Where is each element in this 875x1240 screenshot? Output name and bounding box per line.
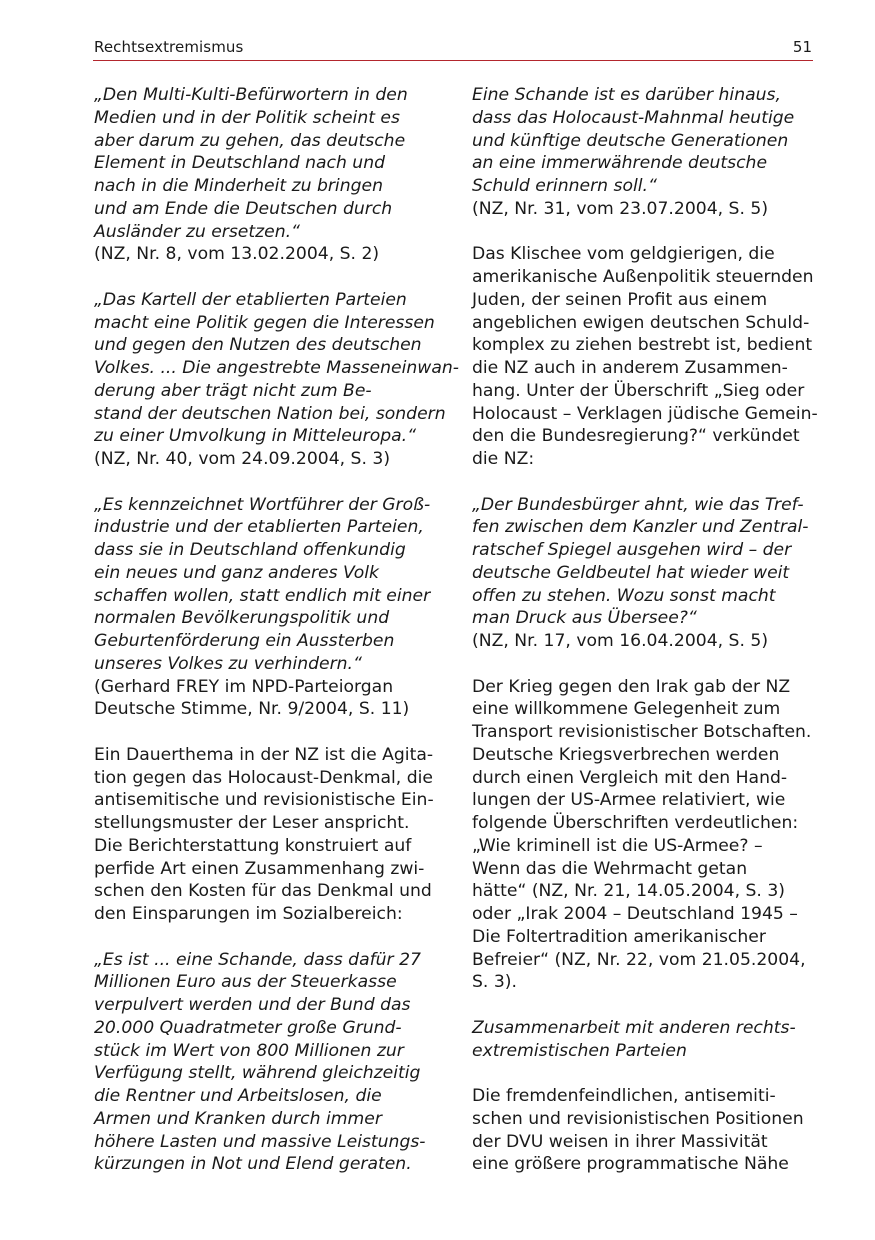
text-line: unseres Volkes zu verhindern.“: [94, 653, 362, 674]
text-line: durch einen Vergleich mit den Hand-: [472, 767, 788, 788]
text-line: folgende Überschriften verdeutlichen:: [472, 813, 799, 833]
citation-line: Deutsche Stimme, Nr. 9/2004, S. 11): [94, 699, 410, 720]
text-line: antisemitische und revisionistische Ein-: [94, 790, 434, 811]
text-line: Die Berichterstattung konstruiert auf: [94, 835, 412, 856]
text-line: dass sie in Deutschland offenkundig: [94, 540, 406, 560]
citation-line: (Gerhard FREY im NPD-Parteiorgan: [94, 676, 394, 697]
text-line: höhere Lasten und massive Leistungs-: [94, 1131, 426, 1152]
text-line: an eine immerwährende deutsche: [472, 153, 768, 174]
text-line: Wenn das die Wehrmacht getan: [472, 858, 748, 879]
text-line: eine größere programmatische Nähe: [472, 1154, 789, 1175]
text-line: „Es ist ... eine Schande, dass dafür 27: [94, 949, 421, 970]
text-line: „Es kennzeichnet Wortführer der Groß-: [94, 494, 431, 515]
quote-paragraph: [472, 494, 822, 653]
text-line: perfide Art einen Zusammenhang zwi-: [94, 858, 425, 879]
body-paragraph: [94, 744, 444, 926]
body-paragraph: [472, 676, 822, 995]
left-column: [94, 84, 459, 1199]
text-line: Befreier“ (NZ, Nr. 22, vom 21.05.2004,: [472, 949, 806, 970]
text-line: Die fremdenfeindlichen, antisemiti-: [472, 1086, 776, 1106]
text-line: Holocaust – Verklagen jüdische Gemein-: [472, 403, 818, 424]
text-line: und am Ende die Deutschen durch: [94, 198, 393, 219]
text-line: die NZ auch in anderem Zusammen-: [472, 358, 788, 378]
body-paragraph: [472, 1085, 822, 1176]
citation-line: (NZ, Nr. 17, vom 16.04.2004, S. 5): [472, 631, 769, 651]
text-line: „Der Bundesbürger ahnt, wie das Tref-: [472, 494, 804, 515]
text-line: stellungsmuster der Leser anspricht.: [94, 813, 410, 833]
text-line: den Einsparungen im Sozialbereich:: [94, 904, 403, 924]
text-line: eine willkommene Gelegenheit zum: [472, 699, 781, 720]
text-line: zu einer Umvolkung in Mitteleuropa.“: [94, 426, 417, 447]
citation-line: (NZ, Nr. 40, vom 24.09.2004, S. 3): [94, 449, 391, 469]
text-line: die Rentner und Arbeitslosen, die: [94, 1086, 382, 1106]
text-line: hätte“ (NZ, Nr. 21, 14.05.2004, S. 3): [472, 881, 785, 902]
text-line: ein neues und ganz anderes Volk: [94, 562, 380, 583]
text-line: kürzungen in Not und Elend geraten.: [94, 1154, 412, 1175]
text-line: schen und revisionistischen Positionen: [472, 1108, 804, 1129]
right-column: [472, 84, 822, 1199]
text-line: Medien und in der Politik scheint es: [94, 107, 400, 128]
text-line: deutsche Geldbeutel hat wieder weit: [472, 562, 790, 583]
text-line: offen zu stehen. Wozu sonst macht: [472, 585, 776, 606]
text-line: fen zwischen dem Kanzler und Zentral-: [472, 517, 809, 538]
text-line: „Wie kriminell ist die US-Armee? –: [472, 835, 763, 856]
text-line: „Den Multi-Kulti-Befürwortern in den: [94, 85, 408, 105]
text-line: Zusammenarbeit mit anderen rechts-: [472, 1017, 796, 1038]
text-line: normalen Bevölkerungspolitik und: [94, 608, 390, 629]
quote-paragraph: [94, 84, 444, 266]
text-line: Der Krieg gegen den Irak gab der NZ: [472, 676, 791, 697]
text-line: Armen und Kranken durch immer: [94, 1108, 382, 1129]
text-line: komplex zu ziehen bestrebt ist, bedient: [472, 335, 813, 356]
quote-paragraph: [94, 949, 444, 1177]
text-line: verpulvert werden und der Bund das: [94, 995, 411, 1015]
body-paragraph: [472, 243, 822, 471]
text-line: tion gegen das Holocaust-Denkmal, die: [94, 767, 433, 788]
text-line: schaffen wollen, statt endlich mit einer: [94, 585, 431, 606]
text-line: man Druck aus Übersee?“: [472, 608, 697, 629]
text-line: und künftige deutsche Generationen: [472, 130, 789, 151]
text-line: oder „Irak 2004 – Deutschland 1945 –: [472, 904, 798, 924]
text-line: 20.000 Quadratmeter große Grund-: [94, 1017, 402, 1038]
text-line: hang. Unter der Überschrift „Sieg oder: [472, 380, 805, 401]
text-line: S. 3).: [472, 972, 517, 993]
text-line: Die Foltertradition amerikanischer: [472, 926, 766, 947]
text-line: aber darum zu gehen, das deutsche: [94, 130, 406, 151]
text-line: Deutsche Kriegsverbrechen werden: [472, 744, 780, 765]
text-line: Ausländer zu ersetzen.“: [94, 221, 300, 242]
text-line: lungen der US-Armee relativiert, wie: [472, 790, 786, 811]
text-line: extremistischen Parteien: [472, 1040, 687, 1061]
text-line: stück im Wert von 800 Millionen zur: [94, 1040, 404, 1061]
running-title: Rechtsextremismus: [94, 38, 244, 56]
quote-paragraph: [94, 494, 444, 722]
text-line: derung aber trägt nicht zum Be-: [94, 380, 372, 401]
section-heading: [472, 1017, 822, 1063]
text-line: „Das Kartell der etablierten Parteien: [94, 289, 407, 310]
text-line: Schuld erinnern soll.“: [472, 176, 657, 196]
text-line: Millionen Euro aus der Steuerkasse: [94, 972, 397, 993]
text-line: amerikanische Außenpolitik steuernden: [472, 267, 814, 287]
text-line: Juden, der seinen Profit aus einem: [472, 289, 768, 310]
text-line: ratschef Spiegel ausgehen wird – der: [472, 540, 792, 560]
text-line: Eine Schande ist es darüber hinaus,: [472, 85, 781, 105]
text-line: angeblichen ewigen deutschen Schuld-: [472, 312, 810, 333]
text-line: Transport revisionistischer Botschaften.: [472, 722, 812, 742]
citation-line: (NZ, Nr. 8, vom 13.02.2004, S. 2): [94, 244, 380, 265]
text-line: Das Klischee vom geldgierigen, die: [472, 244, 775, 265]
text-line: stand der deutschen Nation bei, sondern: [94, 403, 446, 424]
page-number: 51: [792, 38, 812, 56]
text-line: den die Bundesregierung?“ verkündet: [472, 426, 800, 447]
text-line: Verfügung stellt, während gleichzeitig: [94, 1063, 421, 1084]
text-line: industrie und der etablierten Parteien,: [94, 517, 424, 538]
text-line: der DVU weisen in ihrer Massivität: [472, 1131, 768, 1152]
text-line: Element in Deutschland nach und: [94, 153, 385, 174]
text-line: nach in die Minderheit zu bringen: [94, 176, 383, 196]
text-line: die NZ:: [472, 449, 535, 469]
text-line: schen den Kosten für das Denkmal und: [94, 881, 432, 902]
citation-line: (NZ, Nr. 31, vom 23.07.2004, S. 5): [472, 198, 769, 219]
text-line: und gegen den Nutzen des deutschen: [94, 335, 422, 356]
text-line: Geburtenförderung ein Aussterben: [94, 631, 395, 651]
text-line: dass das Holocaust-Mahnmal heutige: [472, 107, 795, 128]
text-line: Volkes. ... Die angestrebte Masseneinwan-: [94, 358, 459, 378]
page-header: [93, 38, 813, 61]
quote-paragraph: [94, 289, 459, 471]
quote-paragraph: [472, 84, 822, 221]
text-line: Ein Dauerthema in der NZ ist die Agita-: [94, 744, 434, 765]
text-line: macht eine Politik gegen die Interessen: [94, 312, 435, 333]
